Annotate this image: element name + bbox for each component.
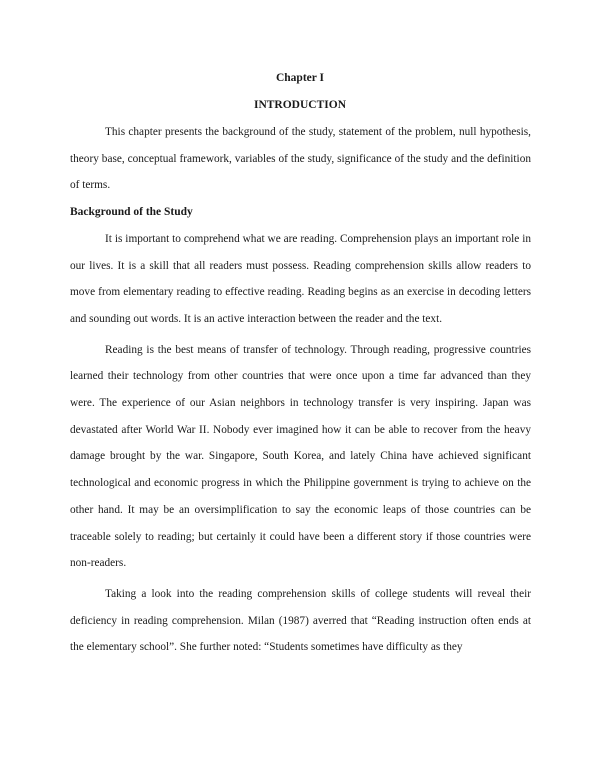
body-text xyxy=(70,119,531,661)
paragraph: Taking a look into the reading comprehension skills of college students will reveal their deficiency in reading comprehension. Milan (1987) averred that “Reading instruction often ends at the elementary school”. She further noted: “Students sometimes have difficulty as they xyxy=(70,587,531,654)
intro-paragraph: This chapter presents the background of the study, statement of the problem, null hypothesis, theory base, conceptual framework, variables of the study, significance of the study and the definition of terms. xyxy=(70,126,531,192)
paragraph: It is important to comprehend what we are reading. Comprehension plays an important role in our lives. It is a skill that all readers must possess. Reading comprehension skills allow readers to move from elementary reading to effective reading. Reading begins as an exercise in decoding letters and sounding out words. It is an active interaction between the reader and the text. xyxy=(70,232,531,325)
section-heading: Background of the Study xyxy=(70,206,193,219)
chapter-heading: INTRODUCTION xyxy=(253,99,346,111)
paragraph: Reading is the best means of transfer of technology. Through reading, progressive countries learned their technology from other countries that were once upon a time far advanced than they were. The experience of our Asian neighbors in technology transfer is very inspiring. Japan was devastated after World War II. Nobody ever imagined how it can be able to recover from the heavy damage brought by the war. Singapore, South Korea, and lately China have achieved significant technological and economic progress in which the Philippine government is trying to achieve on the other hand. It may be an oversimplification to say the economic leaps of those countries can be traceable solely to reading; but certainly it could have been a different story if those countries were non-readers. xyxy=(70,343,531,570)
chapter-label: Chapter I xyxy=(275,72,325,84)
